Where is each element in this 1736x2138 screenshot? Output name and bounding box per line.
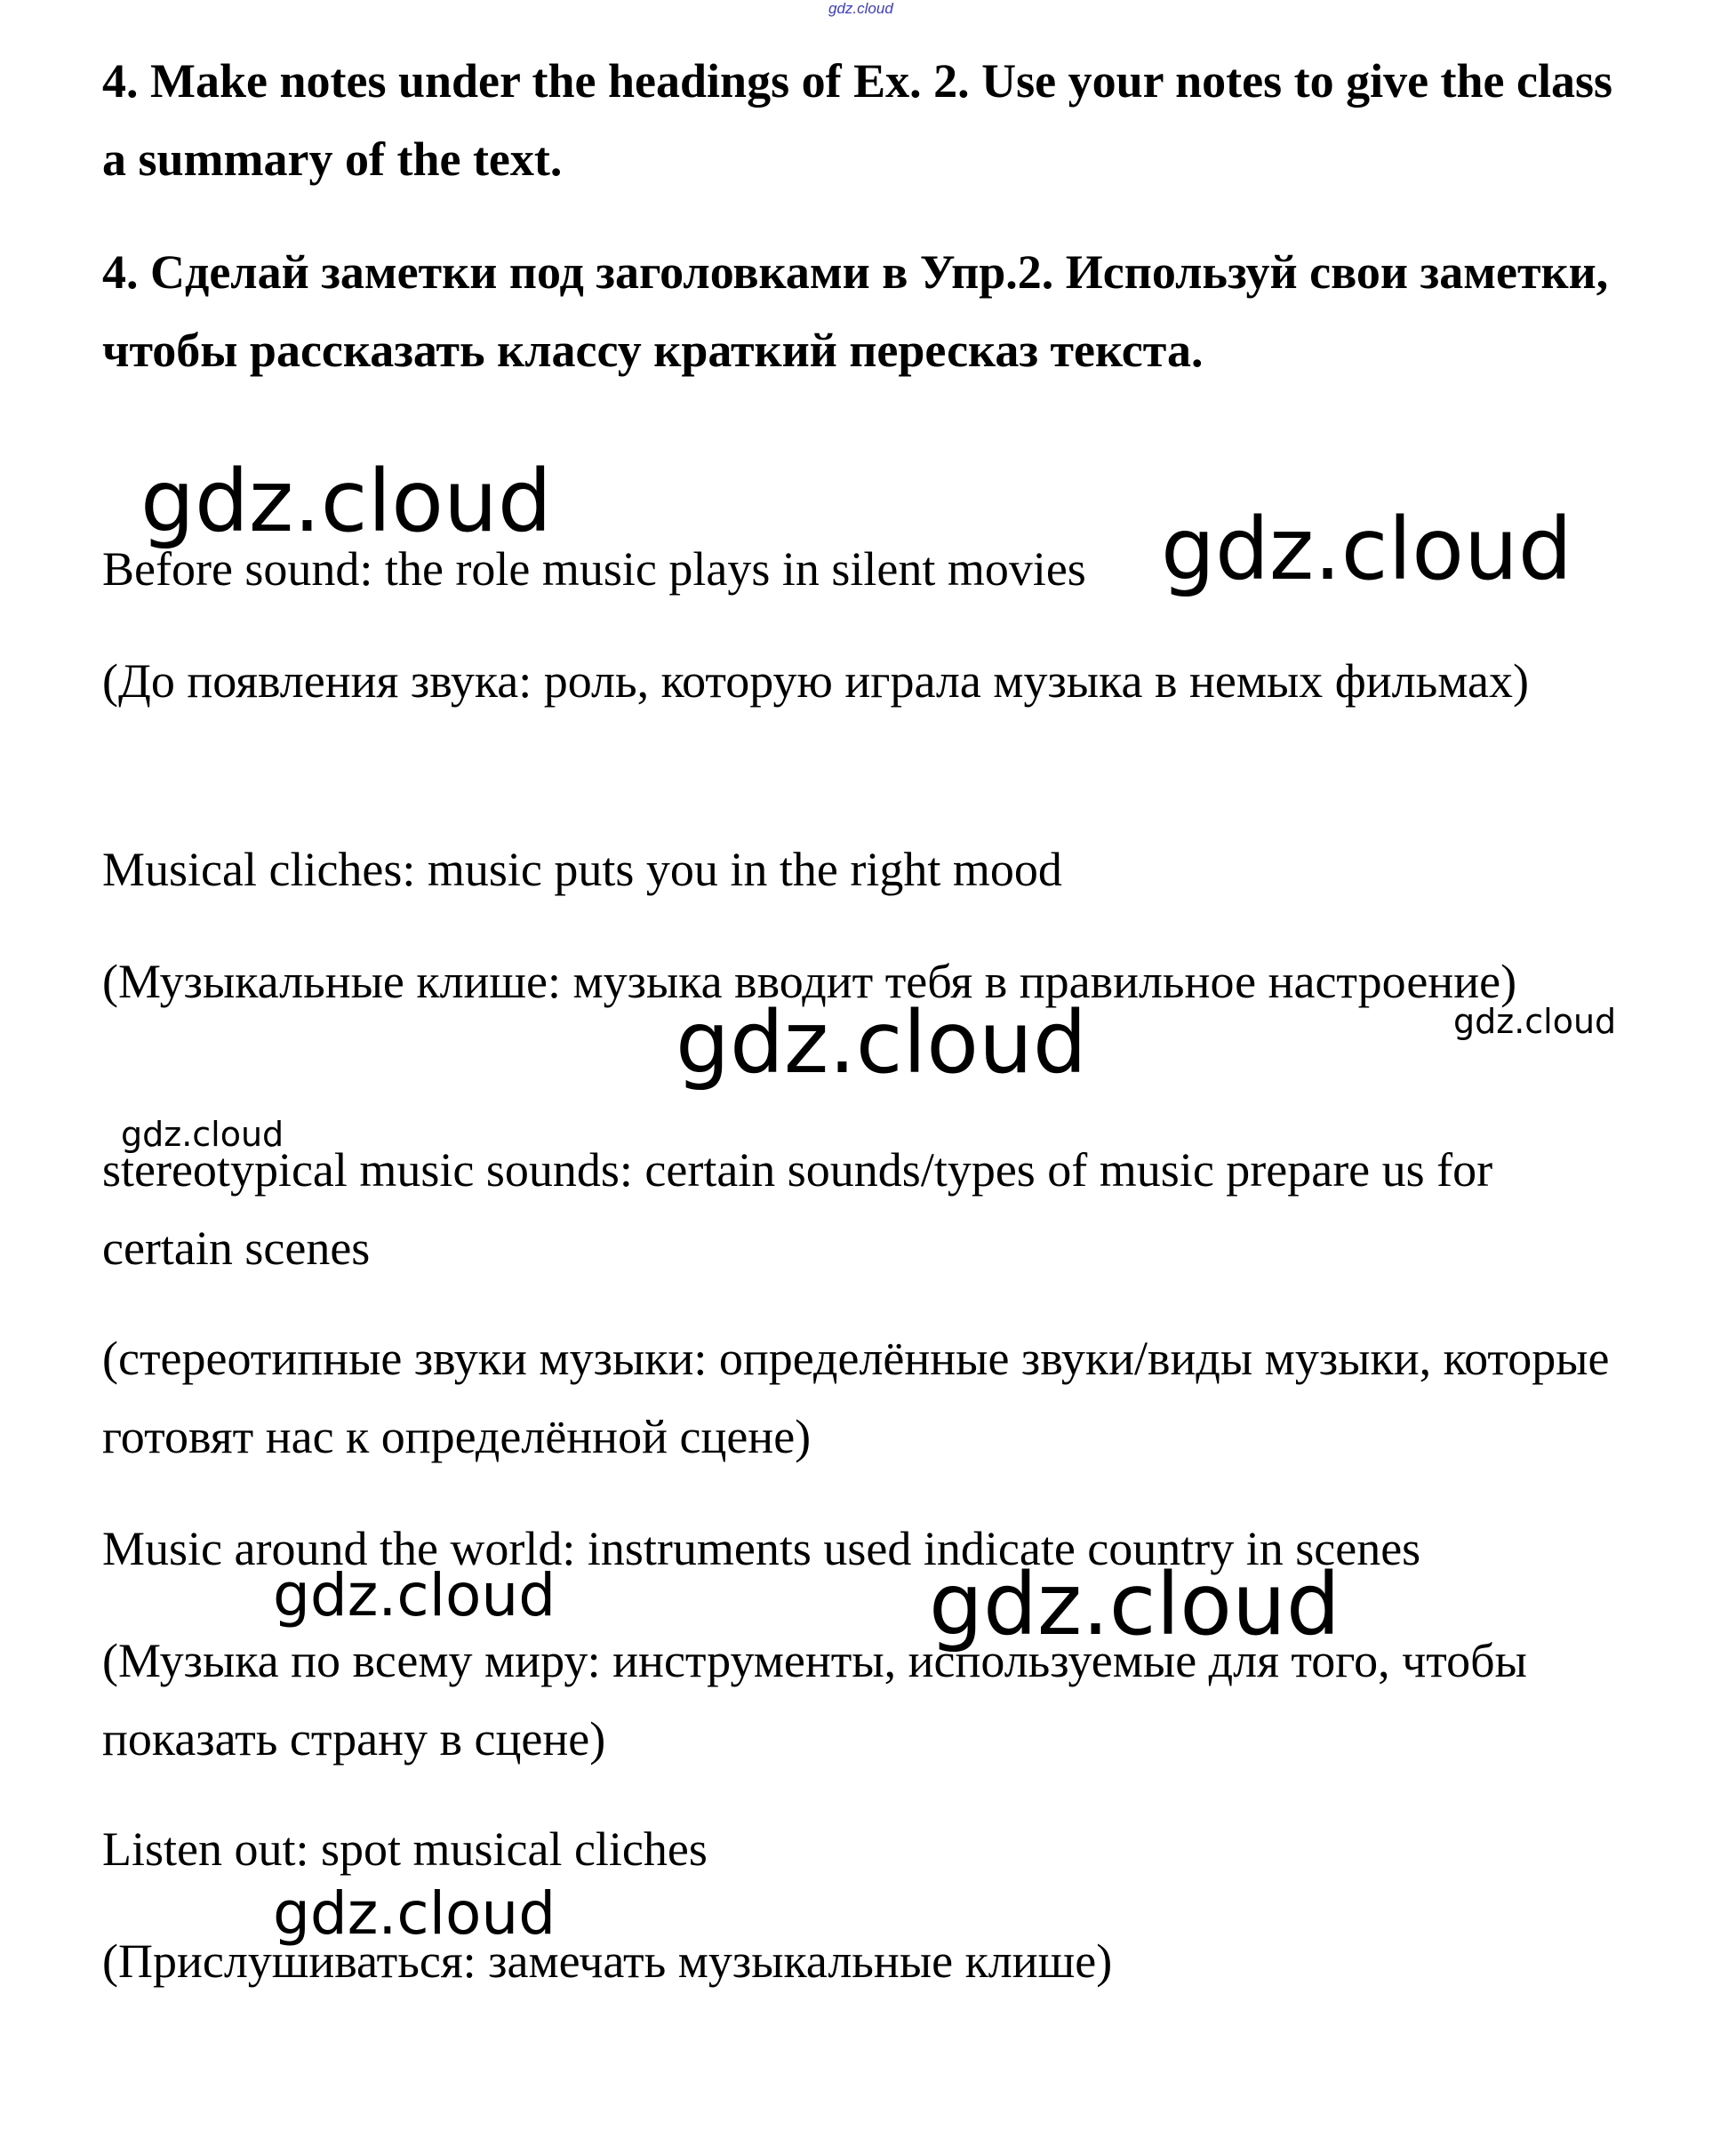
watermark: gdz.cloud: [929, 1555, 1340, 1654]
note-1-russian: (До появления звука: роль, которую играла музыка в немых фильмах): [102, 654, 1529, 708]
watermark: gdz.cloud: [140, 452, 552, 551]
note-3-russian: (стереотипные звуки музыки: определённые звуки/виды музыки, которые готовят нас к определённой сцене): [102, 1332, 1610, 1463]
note-2-english: Musical cliches: music puts you in the right mood: [102, 843, 1062, 896]
watermark: gdz.cloud: [1453, 1002, 1617, 1041]
note-3-english: stereotypical music sounds: certain sounds/types of music prepare us for certain scenes: [102, 1143, 1493, 1275]
note-1-english: Before sound: the role music plays in silent movies: [102, 542, 1086, 596]
note-5-russian: (Прислушиваться: замечать музыкальные клише): [102, 1934, 1113, 1988]
task-english: 4. Make notes under the headings of Ex. 2. Use your notes to give the class a summary of the text.: [102, 54, 1613, 186]
watermark: gdz.cloud: [273, 1879, 556, 1948]
header-watermark: gdz.cloud: [828, 0, 893, 17]
note-5-english: Listen out: spot musical cliches: [102, 1822, 708, 1876]
watermark: gdz.cloud: [676, 993, 1087, 1093]
watermark: gdz.cloud: [273, 1561, 556, 1630]
watermark: gdz.cloud: [1161, 500, 1572, 599]
task-russian: 4. Сделай заметки под заголовками в Упр.2. Используй свои заметки, чтобы рассказать классу краткий пересказ текста.: [102, 245, 1609, 377]
note-4-english: Music around the world: instruments used indicate country in scenes: [102, 1522, 1421, 1575]
watermark: gdz.cloud: [121, 1115, 284, 1154]
note-4-russian: (Музыка по всему миру: инструменты, используемые для того, чтобы показать страну в сцене): [102, 1634, 1527, 1766]
note-2-russian: (Музыкальные клише: музыка вводит тебя в правильное настроение): [102, 955, 1517, 1008]
